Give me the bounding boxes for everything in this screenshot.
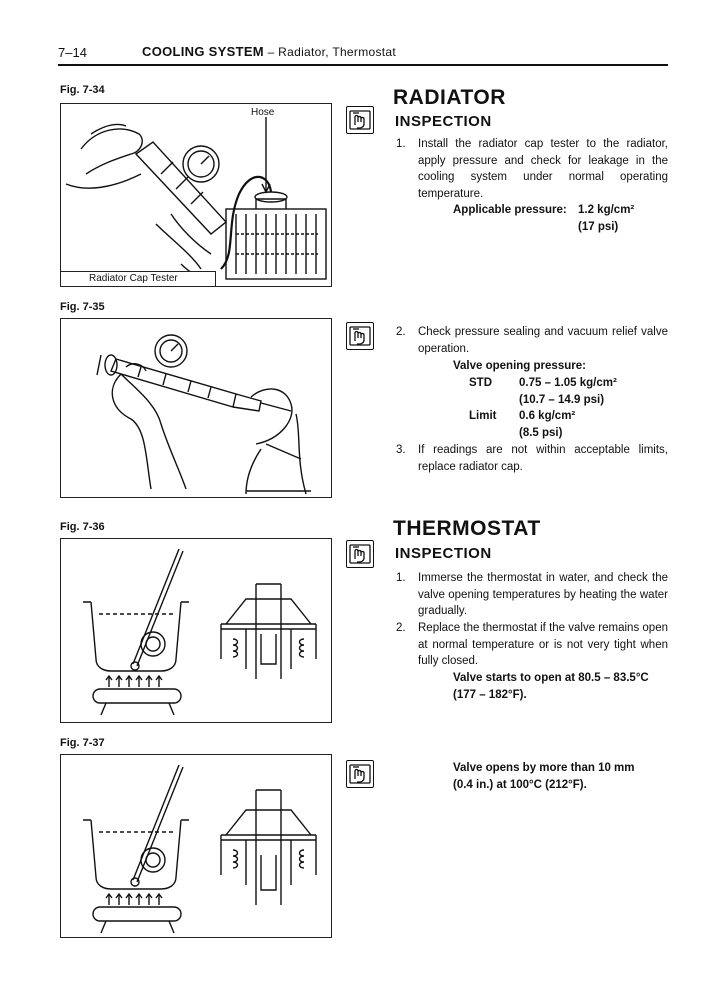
step-number: 2. [396, 326, 406, 338]
inspection-hand-icon [346, 106, 374, 134]
inspection-hand-icon [346, 540, 374, 568]
radiator-cap-tester-illustration [61, 104, 331, 286]
radiator-step-3-text: If readings are not within acceptable limits, replace radiator cap. [418, 444, 668, 473]
thermostat-title: THERMOSTAT [393, 517, 541, 540]
radiator-step-1-text: Install the radiator cap tester to the radiator, apply pressure and check for leakage in the cooling system under normal operating temperature. [418, 138, 668, 200]
cap-pressure-test-illustration [61, 319, 331, 497]
radiator-step-2-text: Check pressure sealing and vacuum relief valve operation. [418, 326, 668, 355]
step-number: 3. [396, 444, 406, 456]
limit-value: 0.6 kg/cm² [519, 410, 576, 422]
hose-label: Hose [251, 107, 275, 118]
thermostat-valve-lift-illustration [61, 755, 331, 937]
figure-7-35-pressure-test [60, 318, 332, 498]
figure-label-7-37: Fig. 7-37 [60, 737, 105, 749]
applicable-pressure-label: Applicable pressure: [453, 204, 567, 216]
applicable-pressure-value: 1.2 kg/cm² [578, 204, 635, 216]
std-label: STD [469, 377, 492, 389]
std-value-psi: (10.7 – 14.9 psi) [519, 394, 605, 406]
section-subtitle: – Radiator, Thermostat [263, 45, 397, 59]
page-number: 7–14 [58, 45, 87, 60]
figure-7-36-thermostat-immersion [60, 538, 332, 723]
valve-lift-spec-imperial: (0.4 in.) at 100°C (212°F). [453, 779, 587, 791]
inspection-hand-icon [346, 760, 374, 788]
inspection-hand-icon [346, 322, 374, 350]
section-title: COOLING SYSTEM [142, 44, 264, 59]
limit-label: Limit [469, 410, 497, 422]
figure-7-34-radiator-cap-tester [60, 103, 332, 287]
step-number: 1. [396, 138, 406, 150]
applicable-pressure-psi: (17 psi) [578, 221, 619, 233]
step-number: 2. [396, 622, 406, 634]
header-rule [58, 64, 668, 66]
radiator-inspection-subtitle: INSPECTION [395, 113, 492, 130]
valve-opening-pressure-heading: Valve opening pressure: [453, 360, 586, 372]
figure-7-37-thermostat-valve-lift [60, 754, 332, 938]
valve-start-temperature: Valve starts to open at 80.5 – 83.5°C [453, 672, 649, 684]
step-number: 1. [396, 572, 406, 584]
thermostat-step-2-text: Replace the thermostat if the valve remains open at normal temperature or is not very tight when fully closed. [418, 622, 668, 667]
figure-label-7-35: Fig. 7-35 [60, 301, 105, 313]
std-value: 0.75 – 1.05 kg/cm² [519, 377, 617, 389]
limit-value-psi: (8.5 psi) [519, 427, 563, 439]
figure-label-7-34: Fig. 7-34 [60, 84, 105, 96]
section-heading [142, 44, 396, 59]
thermostat-inspection-subtitle: INSPECTION [395, 545, 492, 562]
figure-label-7-36: Fig. 7-36 [60, 521, 105, 533]
radiator-cap-tester-label: Radiator Cap Tester [61, 271, 216, 286]
thermostat-immersion-illustration [61, 539, 331, 722]
thermostat-step-1-text: Immerse the thermostat in water, and check the valve opening temperatures by heating the water gradually. [418, 572, 668, 617]
valve-start-temperature-f: (177 – 182°F). [453, 689, 527, 701]
radiator-title: RADIATOR [393, 86, 506, 109]
valve-lift-spec: Valve opens by more than 10 mm [453, 762, 635, 774]
